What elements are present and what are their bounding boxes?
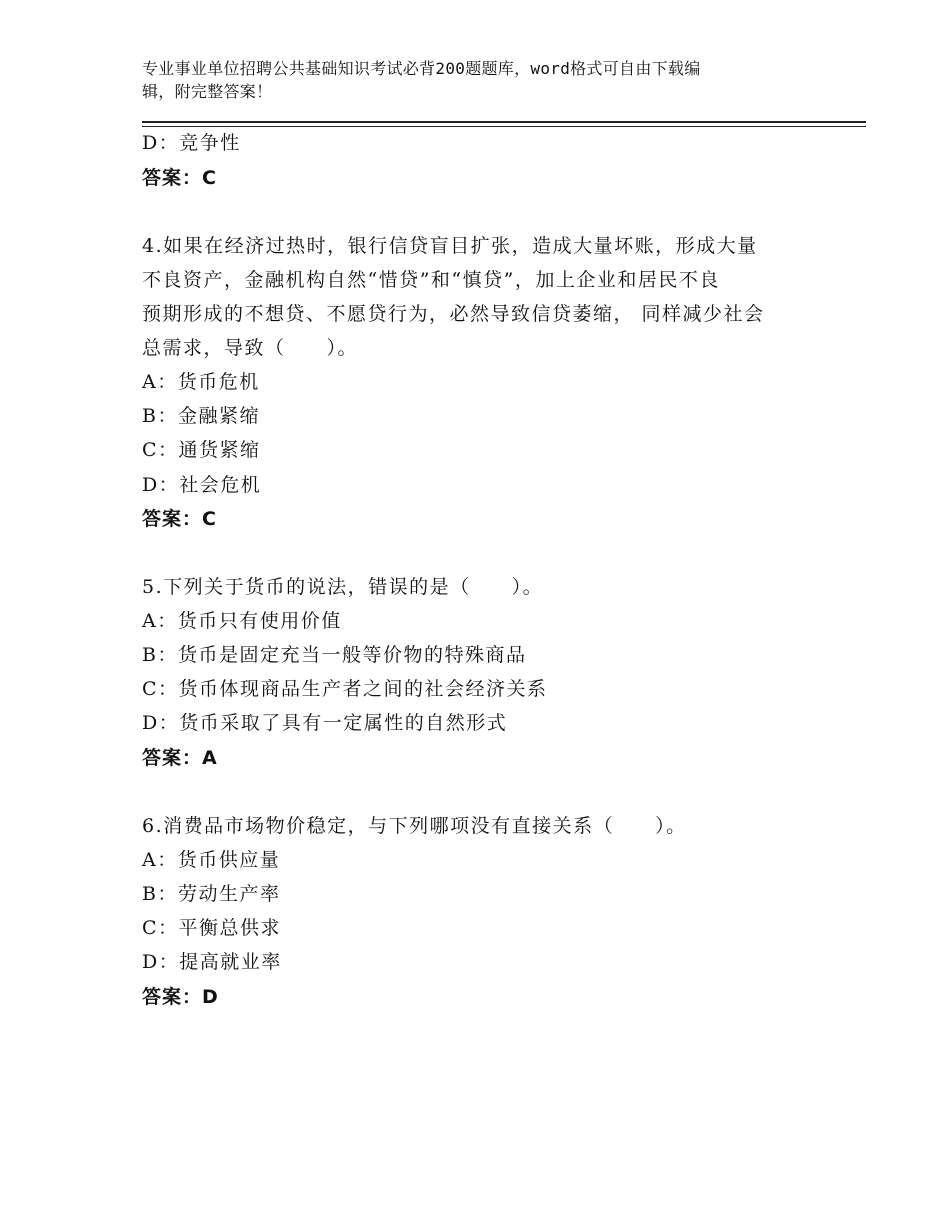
q4-option-b: B：金融紧缩: [142, 405, 260, 427]
q5-option-d: D：货币采取了具有一定属性的自然形式: [142, 712, 508, 734]
q6-option-d: D：提高就业率: [142, 951, 282, 973]
q4-stem-line-2: 不良资产，金融机构自然“惜贷”和“慎贷”，加上企业和居民不良: [142, 269, 720, 291]
q6-option-b: B：劳动生产率: [142, 883, 281, 905]
document-header: [142, 57, 792, 103]
q4-answer: 答案：C: [142, 508, 217, 530]
q4-option-a: A：货币危机: [142, 371, 260, 393]
q5-stem: 5.下列关于货币的说法，错误的是（ ）。: [142, 576, 544, 598]
header-title-line-1: 专业事业单位招聘公共基础知识考试必背200题题库，word格式可自由下载编: [142, 59, 701, 78]
header-rule-thick: [142, 121, 866, 123]
q3-option-d: D：竞争性: [142, 132, 241, 154]
q6-answer: 答案：D: [142, 986, 219, 1008]
q4-stem-line-1: 4.如果在经济过热时，银行信贷盲目扩张，造成大量坏账，形成大量: [142, 235, 758, 257]
q5-option-b: B：货币是固定充当一般等价物的特殊商品: [142, 644, 527, 666]
q5-option-a: A：货币只有使用价值: [142, 610, 342, 632]
q5-answer: 答案：A: [142, 747, 218, 769]
q3-answer: 答案：C: [142, 167, 217, 189]
q4-option-c: C：通货紧缩: [142, 439, 261, 461]
q6-option-c: C：平衡总供求: [142, 917, 282, 939]
q5-option-c: C：货币体现商品生产者之间的社会经济关系: [142, 678, 548, 700]
header-rule-thin: [142, 126, 866, 127]
q4-option-d: D：社会危机: [142, 474, 262, 496]
q6-stem: 6.消费品市场物价稳定，与下列哪项没有直接关系（ ）。: [142, 815, 687, 837]
q6-option-a: A：货币供应量: [142, 849, 281, 871]
q4-stem-line-4: 总需求，导致（ ）。: [142, 337, 359, 359]
header-title-line-2: 辑，附完整答案！: [142, 82, 273, 101]
q4-stem-line-3: 预期形成的不想贷、不愿贷行为，必然导致信贷萎缩， 同样减少社会: [142, 303, 765, 325]
